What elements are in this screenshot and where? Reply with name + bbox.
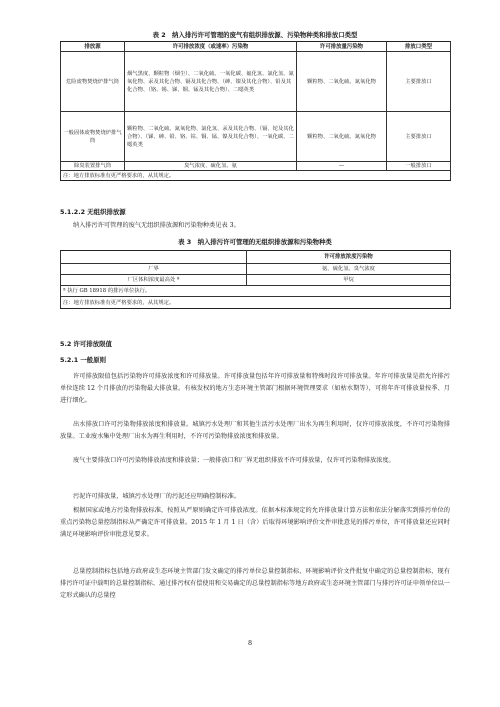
table2-cell-source: 危险废物焚烧炉排气筒: [61, 52, 125, 112]
table-row: [61, 264, 451, 275]
page-number: 8: [247, 639, 253, 647]
table2-header-conc: 许可排放浓度（或速率）污染物: [125, 42, 297, 52]
body-paragraph-3: 废气主要排放口许可污染物排放浓度和排放量；一般排放口和厂界无组织排放不许可排放量，仅许可污染物排放浓度。: [73, 457, 395, 464]
table3-header-blank: [61, 251, 247, 264]
table3-cell-value: 氨、硫化氢、臭气浓度: [247, 264, 451, 275]
table3-note-row: [61, 297, 451, 309]
table3-note: 注：地方排放标准有更严格要求的，从其规定。: [61, 297, 451, 309]
table3: [60, 250, 451, 309]
table2-cell-source: 除臭装置排气筒: [61, 162, 125, 171]
body-paragraph-5: 根据国家或地方污染物排放标准，按照从严原则确定许可排放浓度。依据本标准规定的允许排放量计算方法和依法分解落实到排污单位的重点污染物总量控制指标从严确定许可排放量。2015 年 1 月 1 日（含）后取得环境影响评价文件审批意见的排污单位，许可排放量还应同时满足环境影响评价审批意见要求。: [60, 507, 450, 539]
body-paragraph-1: 许可排放限值包括污染物许可排放浓度和许可排放量。许可排放量包括年许可排放量和特殊时段许可排放量。年许可排放量是指允许排污单位连续 12 个月排放的污染物最大排放量。有核发权的地方生态环境主管部门根据环境管理要求（如枯水期等），可将年许可排放量按季、月进行细化。: [60, 373, 450, 405]
table2-cell-conc: 烟气黑度、颗粒物（烟尘）、二氧化硫、一氧化碳、氟化氢、氯化氢、氮氧化物、汞及其化合物、镉及其化合物、（砷、镍及其化合物）、铅及其化合物、（铬、锡、锑、铜、锰及其化合物）、二噁英类: [125, 52, 297, 112]
table2-cell-conc: 臭气浓度、硫化氢、氨: [125, 162, 297, 171]
table2-cell-amount: 颗粒物、二氧化硫、氮氧化物: [297, 52, 387, 112]
table2-header-amount: 许可排放量污染物: [297, 42, 387, 52]
table2-cell-amount: —: [297, 162, 387, 171]
table-row: [61, 112, 451, 162]
table3-footnote: ª 执行 GB 18918 的排污单位执行。: [61, 286, 451, 297]
section-heading-5-2: 5.2 许可排放限值: [60, 340, 112, 348]
body-paragraph-2: 出水排放口许可污染物排放浓度和排放量。城镇污水处理厂和其他生活污水处理厂出水为再生利用时，仅许可排放浓度，不许可污染物排放量。工业废水集中处理厂出水为再生利用时，不许可污染物排放浓度和排放量。: [60, 421, 450, 441]
table2-header-source: 排放源: [61, 42, 125, 52]
table2-cell-conc: 颗粒物、二氧化硫、氮氧化物、氯化氢、汞及其化合物、（镉、铊及其化合物）、（锑、砷、铅、铬、钴、铜、锰、镍及其化合物）、一氧化碳、二噁英类: [125, 112, 297, 162]
section-heading-5-1-2-2: 5.1.2.2 无组织排放源: [60, 208, 126, 216]
table-row: [61, 162, 451, 171]
table3-cell-label: 厂界: [61, 264, 247, 275]
intro-paragraph: 纳入排污许可管理的废气无组织排放源和污染物种类见表 3。: [73, 222, 240, 229]
table3-cell-value: 甲烷: [247, 275, 451, 286]
table2-note: 注：地方排放标准有更严格要求的，从其规定。: [61, 171, 451, 181]
table2-cell-outlet: 主要排放口: [387, 112, 451, 162]
table2-cell-amount: 颗粒物、二氧化硫、氮氧化物: [297, 112, 387, 162]
table3-footnote-row: [61, 286, 451, 297]
table2-note-row: [61, 171, 451, 181]
table2-caption: 表 2 纳入排污许可管理的废气有组织排放源、污染物种类和排放口类型: [152, 31, 358, 39]
section-heading-5-2-1: 5.2.1 一般原则: [60, 356, 106, 364]
table2: [60, 41, 451, 181]
body-paragraph-6: 总量控制指标包括地方政府或生态环境主管部门发文确定的排污单位总量控制指标、环境影响评价文件批复中确定的总量控制指标、现有排污许可证中载明的总量控制指标、通过排污权有偿使用和交易确定的总量控制指标等地方政府或生态环境主管部门与排污许可证申领单位以一定形式确认的总量控: [60, 568, 450, 600]
table3-cell-label: 厂区体积浓度最高处 ª: [61, 275, 247, 286]
table3-header: 许可排放浓度污染物: [247, 251, 451, 264]
table-row: [61, 52, 451, 112]
table2-cell-source: 一般固体废物焚烧炉排气筒: [61, 112, 125, 162]
table-row: [61, 275, 451, 286]
table3-caption: 表 3 纳入排污许可管理的无组织排放源和污染物种类: [178, 238, 332, 246]
table3-header-row: [61, 251, 451, 264]
table2-header-row: [61, 42, 451, 52]
table2-cell-outlet: 主要排放口: [387, 52, 451, 112]
table2-cell-outlet: 一般排放口: [387, 162, 451, 171]
table2-header-outlet: 排放口类型: [387, 42, 451, 52]
body-paragraph-4: 污泥许可排放量，城镇污水处理厂的污泥还应明确控制标准。: [73, 493, 241, 500]
